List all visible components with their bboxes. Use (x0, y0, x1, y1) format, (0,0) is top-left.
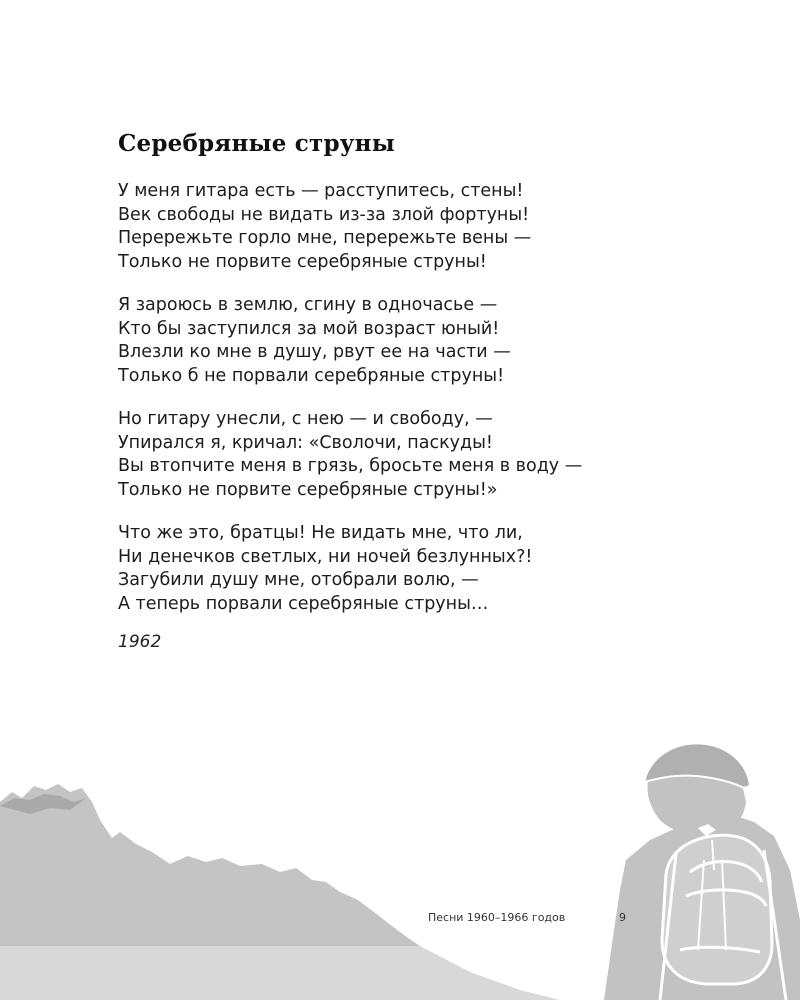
hiker-figure (604, 743, 800, 1000)
poem-title: Серебряные струны (118, 130, 395, 157)
poem-line: Только б не порвали серебряные струны! (118, 365, 505, 386)
poem-line: У меня гитара есть — расступитесь, стены! (118, 181, 524, 201)
poem-line: Упирался я, кричал: «Сволочи, паскуды! (118, 432, 493, 453)
poem-line: Влезли ко мне в душу, рвут ее на части — (118, 342, 511, 362)
stanza (118, 408, 718, 502)
stanza (118, 180, 718, 274)
poem-line: Век свободы не видать из-за злой фортуны! (118, 204, 530, 225)
poem-body (118, 180, 718, 652)
page-number: 9 (619, 911, 626, 924)
poem-line: Ни денечков светлых, ни ночей безлунных?! (118, 546, 533, 567)
mountain-silhouette (0, 784, 560, 1000)
poem-line: Загубили душу мне, отобрали волю, — (118, 570, 479, 590)
poem-line: Перережьте горло мне, перережьте вены — (118, 228, 532, 248)
hiker-mountains-icon (0, 740, 800, 1000)
stanza (118, 522, 718, 616)
poem-line: Я зароюсь в землю, сгину в одночасье — (118, 295, 498, 315)
stanza (118, 294, 718, 388)
poem-line: Кто бы заступился за мой возраст юный! (118, 318, 500, 339)
poem-line: Только не порвите серебряные струны! (118, 251, 487, 272)
poem-line: Но гитару унесли, с нею — и свободу, — (118, 409, 493, 429)
poem-year: 1962 (118, 632, 162, 652)
poem-line: Вы втопчите меня в грязь, бросьте меня в воду — (118, 456, 583, 476)
poem-line: А теперь порвали серебряные струны… (118, 593, 489, 614)
section-title-footer: Песни 1960–1966 годов (428, 911, 566, 924)
poem-line: Что же это, братцы! Не видать мне, что ли, (118, 523, 523, 543)
poem-line: Только не порвите серебряные струны!» (118, 479, 498, 500)
